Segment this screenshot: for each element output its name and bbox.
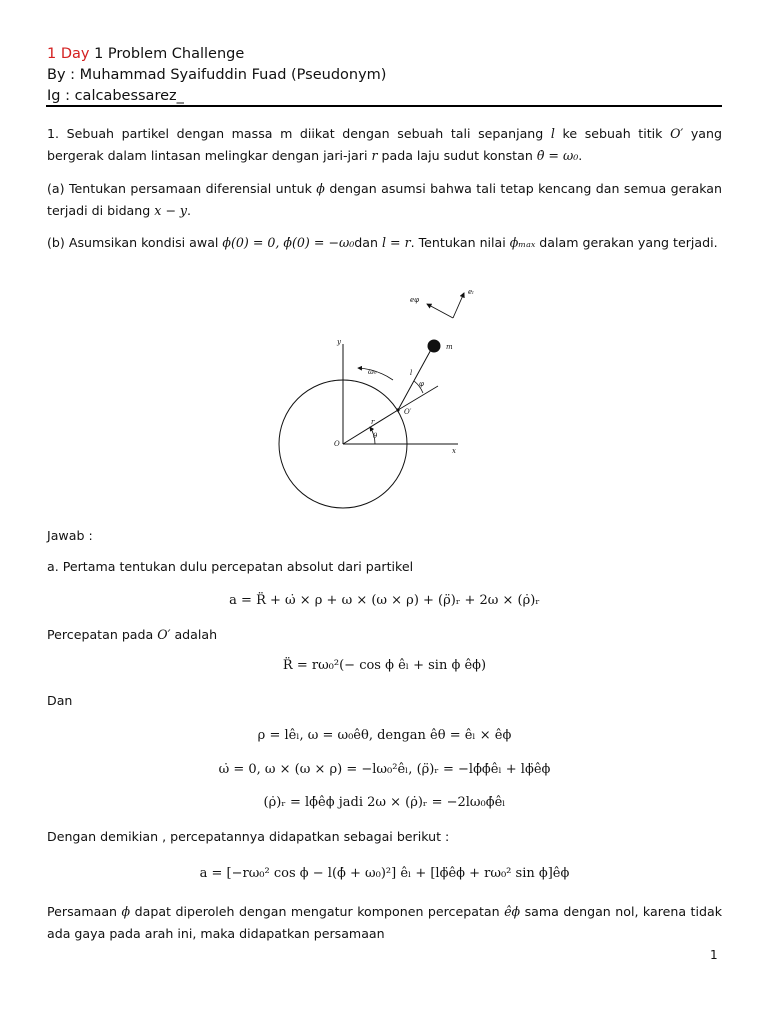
equation-5: (ρ̇)ᵣ = lϕ̇êϕ jadi 2ω × (ρ̇)ᵣ = −2lω₀ϕ̇êₗ — [263, 795, 506, 810]
dan-text: Dan — [47, 693, 73, 708]
theta-label: θ — [373, 432, 378, 440]
string-line — [398, 346, 433, 410]
demikian-text: Dengan demikian , percepatannya didapatkan sebagai berikut : — [47, 829, 450, 844]
mass-label: m — [446, 343, 453, 351]
e-l-vector — [453, 293, 464, 318]
challenge-title-rest: 1 Problem Challenge — [89, 46, 245, 62]
y-axis-label: y — [337, 338, 341, 346]
step-a-text: a. Pertama tentukan dulu percepatan absolut dari partikel — [47, 559, 414, 574]
pendulum-diagram — [255, 276, 495, 521]
particle-mass — [428, 340, 441, 353]
problem-part-b: (b) Asumsikan kondisi awal ϕ(0) = 0, ϕ̇(0) = −ω₀dan l = r. Tentukan nilai ϕₘₐₓ dalam gerakan yang terjadi. — [47, 235, 718, 250]
equation-4: ω̇ = 0, ω × (ω × ρ) = −lω₀²êₗ, (ρ̈)ᵣ = −lϕ̇ϕ̇êₗ + lϕ̈êϕ — [218, 762, 551, 777]
e-l-label: eₗ — [468, 288, 474, 296]
equation-2: R̈ = rω₀²(− cos ϕ êₗ + sin ϕ êϕ) — [282, 658, 487, 673]
equation-1: a = R̈ + ω̇ × ρ + ω × (ω × ρ) + (ρ̈)ᵣ + 2ω × (ρ̇)ᵣ — [229, 593, 540, 608]
page-number: 1 — [710, 948, 718, 962]
r-label: r — [371, 418, 375, 426]
challenge-title — [47, 44, 244, 64]
day-label: 1 Day — [47, 46, 90, 62]
l-label: l — [410, 369, 413, 377]
equation-6: a = [−rω₀² cos ϕ − l(ϕ̇ + ω₀)²] êₗ + [lϕ̈êϕ + rω₀² sin ϕ]êϕ — [199, 866, 570, 881]
radius-line — [343, 410, 398, 444]
e-phi-label: eφ — [410, 296, 420, 304]
accel-O-prime-text: Percepatan pada O′ adalah — [47, 627, 218, 642]
header-divider — [46, 105, 722, 107]
problem-statement: 1. Sebuah partikel dengan massa m diikat dengan sebuah tali sepanjang l ke sebuah titik O′ yang bergerak dalam lintasan melingkar dengan jari-jari r pada laju sudut konstan θ̇ = ω₀. — [47, 126, 722, 163]
instagram-line: Ig : calcabessarez_ — [47, 88, 184, 104]
x-axis-label: x — [452, 447, 456, 455]
author-line: By : Muhammad Syaifuddin Fuad (Pseudonym) — [47, 67, 387, 83]
O-prime-label: O′ — [404, 408, 412, 416]
final-paragraph: Persamaan ϕ dapat diperoleh dengan mengatur komponen percepatan êϕ sama dengan nol, karena tidak ada gaya pada arah ini, maka didapatkan persamaan — [47, 904, 722, 941]
problem-part-a: (a) Tentukan persamaan diferensial untuk ϕ dengan asumsi bahwa tali tetap kencang dan semua gerakan terjadi di bidang x − y. — [47, 181, 722, 218]
origin-label: O — [334, 440, 340, 448]
answer-heading: Jawab : — [47, 528, 93, 543]
omega-label: ω₀ — [368, 368, 377, 376]
e-phi-vector — [427, 304, 453, 318]
equation-3: ρ = lêₗ, ω = ω₀êθ, dengan êθ = êₗ × êϕ — [257, 728, 512, 743]
phi-label: φ — [419, 380, 424, 388]
